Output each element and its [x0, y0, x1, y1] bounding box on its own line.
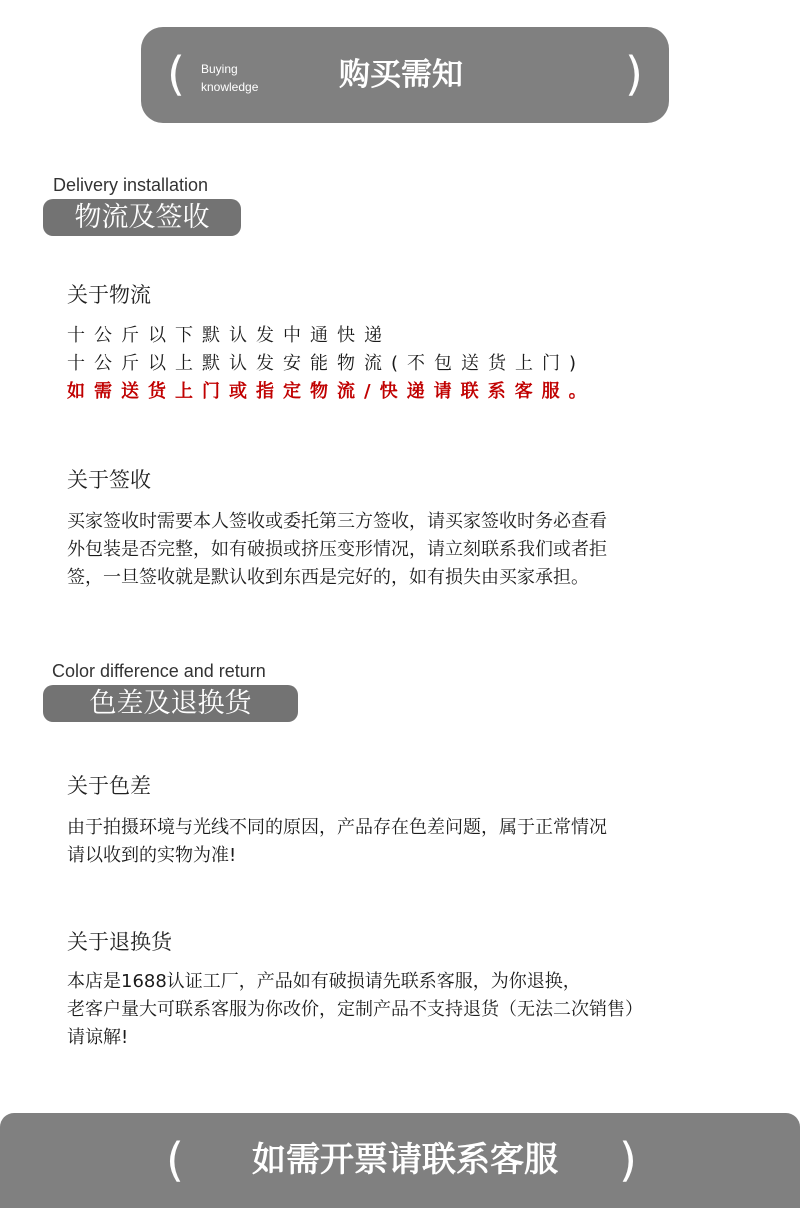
top-banner [141, 27, 669, 123]
color-text [67, 814, 777, 870]
color-line-2: 请以收到的实物为准! [67, 845, 237, 866]
delivery-en-title: Delivery installation [53, 175, 209, 195]
right-paren-icon: ) [625, 47, 643, 101]
logistics-line-1: 十公斤以下默认发中通快递 [67, 325, 391, 346]
signing-text [67, 508, 777, 592]
invoice-contact-title: 如需开票请联系客服 [252, 1140, 558, 1180]
left-paren-icon: ( [166, 1133, 184, 1187]
returns-line-2: 老客户量大可联系客服为你改价，定制产品不支持退货（无法二次销售） [67, 999, 643, 1020]
logistics-text [67, 322, 767, 406]
signing-line-2: 外包装是否完整，如有破损或挤压变形情况，请立刻联系我们或者拒 [67, 539, 607, 560]
bottom-banner [0, 1113, 800, 1208]
banner-english-subtitle: Buying knowledge [201, 62, 259, 94]
signing-line-3: 签，一旦签收就是默认收到东西是完好的，如有损失由买家承担。 [67, 567, 589, 588]
returns-line-3: 请谅解! [67, 1027, 129, 1048]
left-paren-icon: ( [167, 47, 185, 101]
color-return-section-pill: 色差及退换货 [43, 685, 298, 722]
returns-line-1: 本店是1688认证工厂，产品如有破损请先联系客服，为你退换， [67, 971, 581, 992]
color-line-1: 由于拍摄环境与光线不同的原因，产品存在色差问题，属于正常情况 [67, 817, 607, 838]
returns-heading: 关于退换货 [67, 930, 172, 954]
logistics-notice: 如需送货上门或指定物流/快递请联系客服。 [67, 381, 596, 402]
logistics-line-2: 十公斤以上默认发安能物流(不包送货上门) [67, 353, 586, 374]
color-return-en-title: Color difference and return [52, 661, 266, 681]
logistics-heading: 关于物流 [67, 283, 151, 307]
banner-title: 购买需知 [339, 57, 463, 93]
signing-heading: 关于签收 [67, 468, 151, 492]
color-heading: 关于色差 [67, 774, 151, 798]
returns-text [67, 968, 787, 1052]
delivery-section-pill: 物流及签收 [43, 199, 241, 236]
signing-line-1: 买家签收时需要本人签收或委托第三方签收，请买家签收时务必查看 [67, 511, 607, 532]
right-paren-icon: ) [619, 1133, 637, 1187]
